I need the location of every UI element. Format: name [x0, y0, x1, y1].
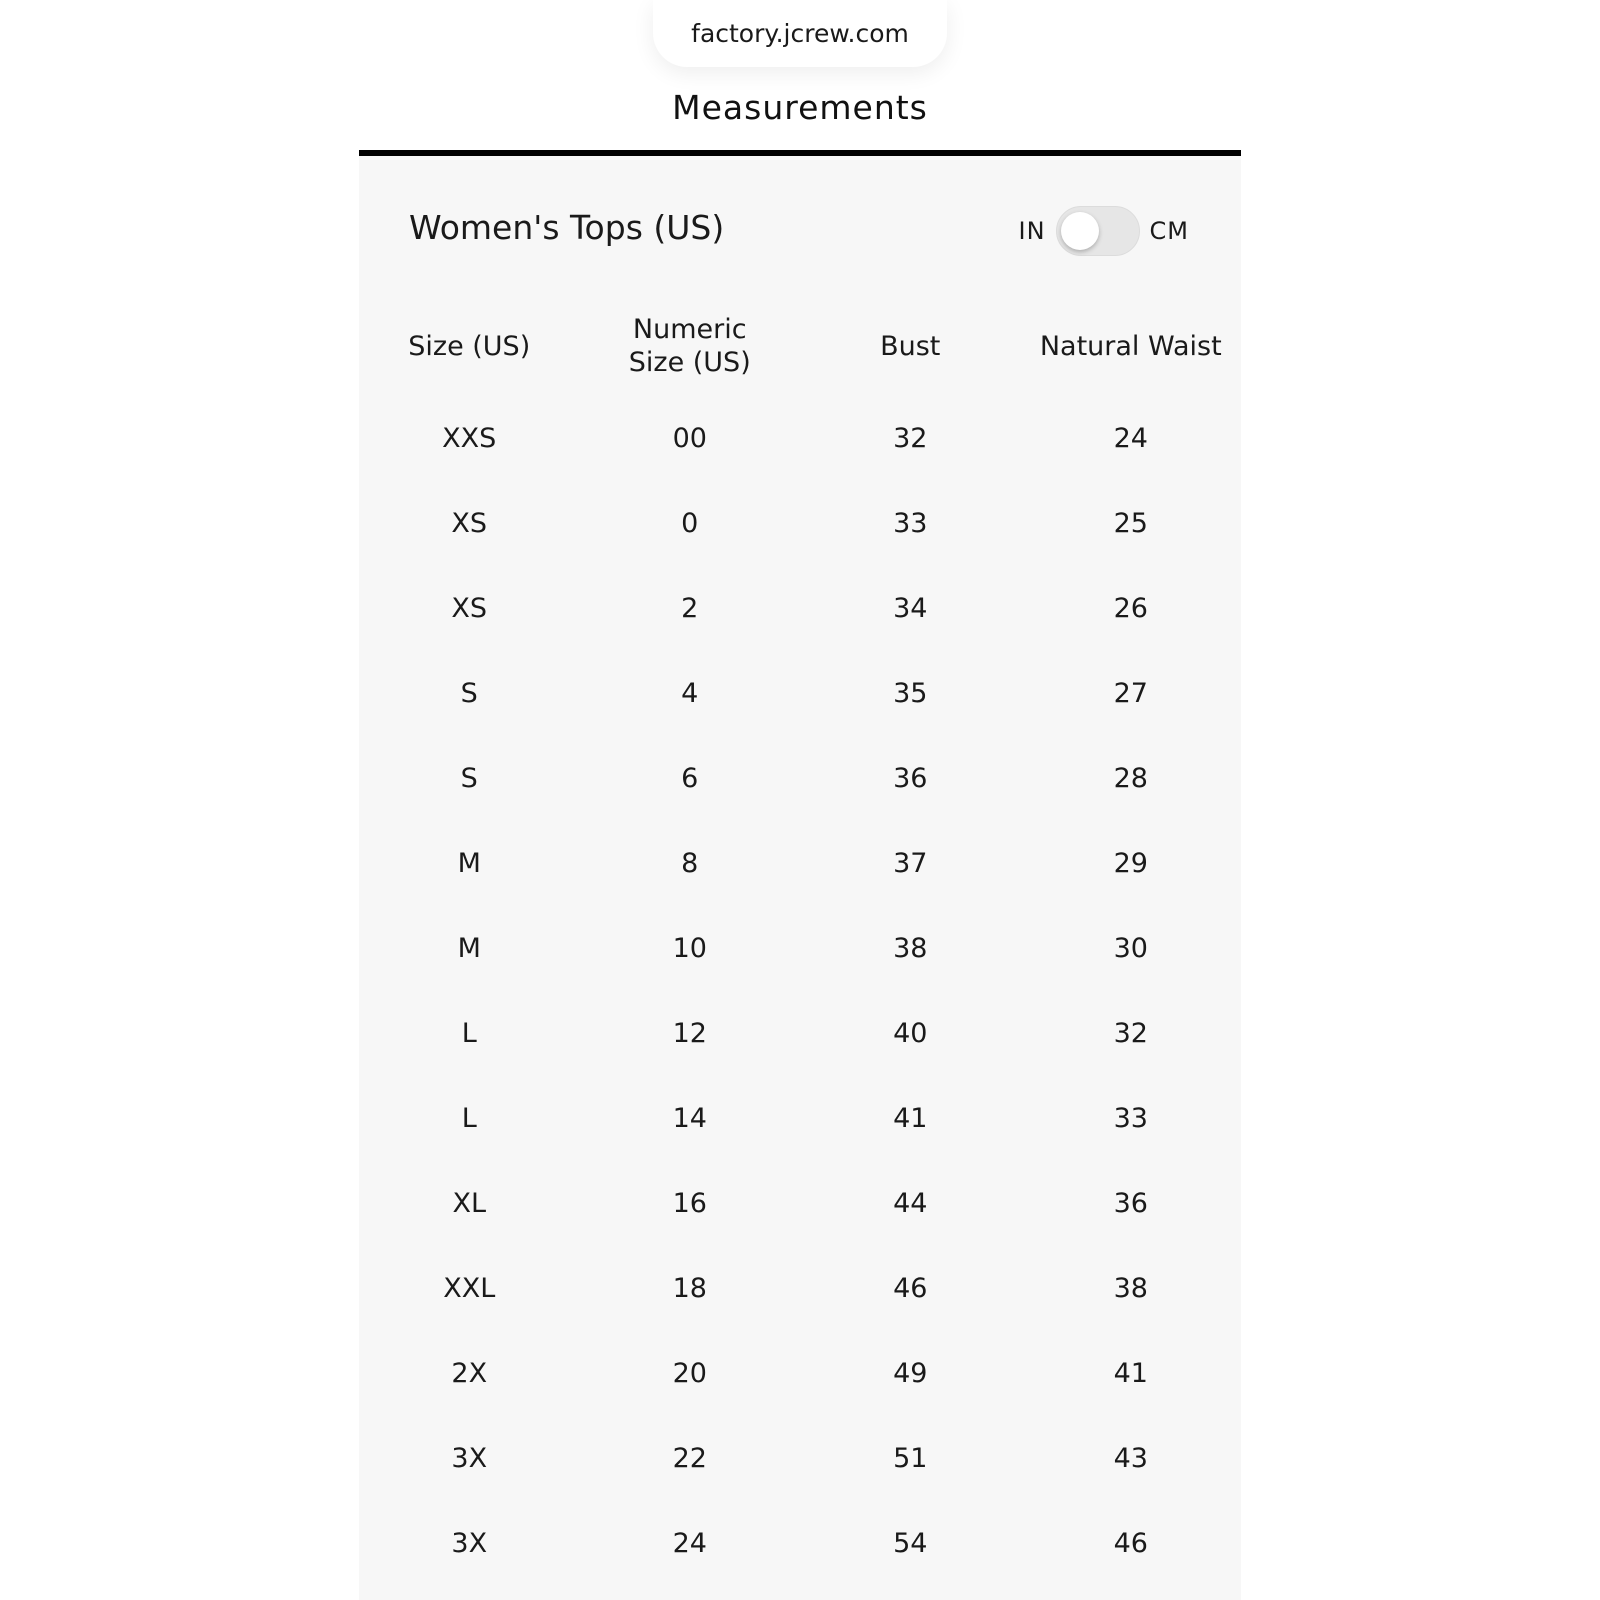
unit-switch[interactable]: [1056, 206, 1140, 256]
cell-size: 2X: [451, 1358, 488, 1389]
cell-bust: 34: [893, 593, 928, 624]
cell-numeric-size: 10: [672, 933, 707, 964]
cell-bust: 36: [893, 763, 928, 794]
cell-size: 3X: [451, 1528, 488, 1559]
cell-bust: 44: [893, 1188, 928, 1219]
cell-natural-waist: 29: [1113, 848, 1148, 879]
cell-bust: 51: [893, 1443, 928, 1474]
cell-bust: 38: [893, 933, 928, 964]
cell-size: L: [461, 1018, 477, 1049]
cell-natural-waist: 46: [1113, 1528, 1148, 1559]
cell-size: M: [457, 933, 481, 964]
cell-size: L: [461, 1103, 477, 1134]
cell-numeric-size: 00: [672, 423, 707, 454]
table-row: [359, 1161, 1241, 1246]
address-bar[interactable]: [653, 0, 947, 67]
cell-natural-waist: 36: [1113, 1188, 1148, 1219]
unit-switch-knob[interactable]: [1061, 212, 1099, 250]
cell-size: S: [460, 763, 478, 794]
cell-bust: 32: [893, 423, 928, 454]
table-row: [359, 1246, 1241, 1331]
column-header-bust: Bust: [880, 330, 941, 362]
cell-numeric-size: 20: [672, 1358, 707, 1389]
table-row: [359, 736, 1241, 821]
cell-bust: 41: [893, 1103, 928, 1134]
cell-numeric-size: 14: [672, 1103, 707, 1134]
url-text: factory.jcrew.com: [691, 19, 909, 48]
table-row: [359, 1331, 1241, 1416]
column-header-size: Size (US): [408, 330, 531, 362]
cell-bust: 40: [893, 1018, 928, 1049]
cell-size: XL: [452, 1188, 487, 1219]
cell-bust: 37: [893, 848, 928, 879]
page-title: Measurements: [672, 88, 928, 127]
cell-size: XS: [451, 593, 488, 624]
table-row: [359, 906, 1241, 991]
size-chart-panel: [359, 156, 1241, 1600]
cell-size: M: [457, 848, 481, 879]
table-body: [359, 396, 1241, 1586]
table-row: [359, 566, 1241, 651]
cell-natural-waist: 26: [1113, 593, 1148, 624]
cell-size: XS: [451, 508, 488, 539]
cell-size: 3X: [451, 1443, 488, 1474]
cell-numeric-size: 4: [681, 678, 699, 709]
cell-numeric-size: 2: [681, 593, 699, 624]
cell-natural-waist: 27: [1113, 678, 1148, 709]
table-row: [359, 651, 1241, 736]
cell-natural-waist: 24: [1113, 423, 1148, 454]
cell-natural-waist: 28: [1113, 763, 1148, 794]
size-table: [359, 296, 1241, 1586]
cell-numeric-size: 6: [681, 763, 699, 794]
table-row: [359, 1416, 1241, 1501]
table-row: [359, 821, 1241, 906]
cell-numeric-size: 12: [672, 1018, 707, 1049]
column-header-natural-waist: Natural Waist: [1039, 330, 1222, 362]
cell-bust: 46: [893, 1273, 928, 1304]
table-row: [359, 1076, 1241, 1161]
cell-natural-waist: 32: [1113, 1018, 1148, 1049]
cell-bust: 54: [893, 1528, 928, 1559]
cell-numeric-size: 0: [681, 508, 699, 539]
cell-numeric-size: 22: [672, 1443, 707, 1474]
cell-bust: 33: [893, 508, 928, 539]
table-row: [359, 481, 1241, 566]
column-header-numeric-size: Numeric Size (US): [628, 314, 751, 378]
cell-size: XXL: [443, 1273, 496, 1304]
cell-natural-waist: 30: [1113, 933, 1148, 964]
cell-natural-waist: 25: [1113, 508, 1148, 539]
table-row: [359, 396, 1241, 481]
cell-natural-waist: 41: [1113, 1358, 1148, 1389]
cell-natural-waist: 33: [1113, 1103, 1148, 1134]
cell-numeric-size: 8: [681, 848, 699, 879]
table-row: [359, 991, 1241, 1076]
cell-numeric-size: 16: [672, 1188, 707, 1219]
cell-numeric-size: 24: [672, 1528, 707, 1559]
cell-size: S: [460, 678, 478, 709]
size-chart-title: Women's Tops (US): [409, 208, 725, 247]
cell-size: XXS: [442, 423, 497, 454]
table-header-row: [359, 296, 1241, 396]
table-row: [359, 1501, 1241, 1586]
cell-numeric-size: 18: [672, 1273, 707, 1304]
unit-toggle: [1019, 206, 1190, 256]
cell-bust: 49: [893, 1358, 928, 1389]
cell-natural-waist: 43: [1113, 1443, 1148, 1474]
unit-label-cm[interactable]: CM: [1149, 217, 1189, 245]
cell-natural-waist: 38: [1113, 1273, 1148, 1304]
cell-bust: 35: [893, 678, 928, 709]
unit-label-in[interactable]: IN: [1018, 217, 1046, 245]
